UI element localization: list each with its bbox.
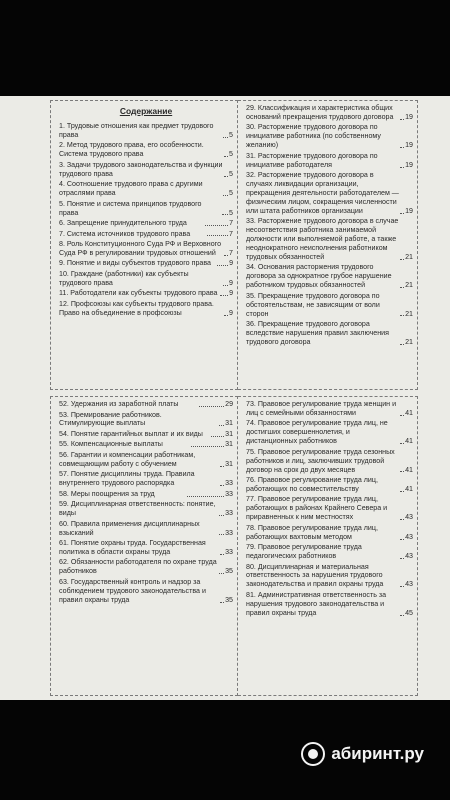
dot-leader: [400, 586, 404, 587]
dot-leader: [219, 515, 224, 516]
toc-entry-title: 79. Правовое регулирование труда педагогических работников: [246, 543, 362, 561]
toc-entry-page: 21: [405, 309, 413, 318]
dot-leader: [219, 573, 224, 574]
toc-entry-page: 33: [225, 547, 233, 556]
book-page: [0, 96, 450, 700]
dot-leader: [400, 259, 404, 260]
toc-panel-bottom-left: [50, 396, 238, 696]
toc-entry: [59, 578, 233, 605]
toc-entry: [59, 520, 233, 538]
toc-entry: [59, 141, 233, 159]
dot-leader: [400, 471, 404, 472]
watermark-text: абиринт.ру: [331, 744, 424, 763]
toc-entry: [59, 289, 233, 298]
toc-entry: [59, 451, 233, 469]
dot-leader: [220, 554, 224, 555]
toc-entry: [59, 300, 233, 318]
toc-entry-title: 74. Правовое регулирование труда лиц, не достигших совершеннолетия, и дистанционных работников: [246, 419, 388, 446]
toc-entry-title: 2. Метод трудового права, его особенности. Система трудового права: [59, 141, 204, 159]
toc-entry-title: 3. Задачи трудового законодательства и функции трудового права: [59, 160, 223, 178]
toc-entry: [59, 490, 233, 499]
toc-entry-title: 76. Правовое регулирование труда лиц, работающих по совместительству: [246, 476, 378, 493]
dot-leader: [224, 156, 228, 157]
toc-entry-page: 19: [405, 206, 413, 215]
dot-leader: [219, 534, 224, 535]
toc-entry: [246, 448, 413, 475]
toc-entry-title: 75. Правовое регулирование труда сезонных работников и лиц, заключивших трудовой договор на срок до двух месяцев: [246, 447, 395, 474]
dot-leader: [400, 539, 404, 540]
toc-entry-title: 9. Понятие и виды субъектов трудового права: [59, 259, 211, 268]
toc-entry: [246, 591, 413, 618]
dot-leader: [224, 176, 228, 177]
toc-entry-page: 21: [405, 337, 413, 346]
toc-entry-page: 35: [225, 567, 233, 576]
toc-entry-page: 5: [229, 208, 233, 217]
toc-entry: [246, 217, 413, 262]
toc-entry-page: 33: [225, 528, 233, 537]
toc-entry-title: 78. Правовое регулирование труда лиц, работающих вахтовым методом: [246, 523, 378, 541]
dot-leader: [222, 214, 228, 215]
toc-entry-page: 35: [225, 595, 233, 604]
toc-entry: [59, 180, 233, 198]
toc-entry: [246, 263, 413, 290]
toc-panel-top-left: [50, 100, 238, 390]
toc-entry-title: 1. Трудовые отношения как предмет трудового права: [59, 122, 214, 139]
toc-entry: [59, 558, 233, 576]
toc-entry: [59, 500, 233, 518]
dot-leader: [220, 485, 224, 486]
toc-entry-page: 31: [225, 459, 233, 468]
toc-panel-bottom-right: [238, 396, 418, 696]
dot-leader: [191, 446, 224, 447]
toc-entry: [246, 320, 413, 347]
toc-list: [59, 122, 233, 318]
dot-leader: [400, 344, 404, 345]
toc-entry-page: 7: [229, 229, 233, 238]
toc-entry-page: 7: [229, 248, 233, 257]
toc-entry-page: 31: [225, 440, 233, 449]
toc-panel-top-right: [238, 100, 418, 390]
dot-leader: [219, 425, 224, 426]
toc-entry-title: 54. Понятие гарантийных выплат и их виды: [59, 429, 203, 438]
toc-entry: [59, 219, 233, 228]
toc-entry-page: 41: [405, 408, 413, 417]
toc-entry: [59, 200, 233, 218]
toc-entry-title: 63. Государственный контроль и надзор за соблюдением трудового законодательства и правил охраны труда: [59, 577, 206, 604]
toc-entry-page: 33: [225, 479, 233, 488]
toc-entry-title: 57. Понятие дисциплины труда. Правила внутреннего трудового распорядка: [59, 470, 195, 488]
toc-entry-page: 33: [225, 509, 233, 518]
toc-entry-title: 56. Гарантии и компенсации работникам, совмещающим работу с обучением: [59, 450, 196, 468]
toc-entry-page: 7: [229, 219, 234, 228]
toc-entry-page: 45: [405, 608, 413, 617]
toc-entry: [59, 161, 233, 179]
toc-entry-title: 73. Правовое регулирование труда женщин и лиц с семейными обязанностями: [246, 400, 397, 417]
toc-entry: [59, 240, 233, 258]
toc-entry-title: 80. Дисциплинарная и материальная ответственность за нарушения трудового законодательства и правил охраны труда: [246, 562, 384, 589]
toc-entry-page: 5: [229, 130, 233, 139]
dot-leader: [220, 295, 228, 296]
toc-entry-page: 21: [405, 252, 413, 261]
dot-leader: [224, 315, 228, 316]
toc-entry: [246, 171, 413, 216]
dot-leader: [217, 265, 228, 266]
dot-leader: [199, 406, 224, 407]
toc-entry-title: 55. Компенсационные выплаты: [59, 440, 163, 449]
toc-entry: [246, 524, 413, 542]
toc-entry-page: 33: [225, 489, 233, 498]
toc-list: [246, 400, 413, 618]
toc-list: [59, 400, 233, 605]
toc-entry: [246, 104, 413, 122]
toc-entry-title: 33. Расторжение трудового договора в случае несоответствия работника занимаемой должности или выполняемой работе, а также неоднократного неисполнения работником трудовых обязанностей: [246, 217, 399, 261]
dot-leader: [400, 415, 404, 416]
toc-entry-title: 6. Запрещение принудительного труда: [59, 219, 187, 228]
toc-entry-page: 5: [229, 189, 233, 198]
toc-entry-title: 61. Понятие охраны труда. Государственная политика в области охраны труда: [59, 539, 206, 556]
toc-entry-title: 53. Премирование работников. Стимулирующие выплаты: [59, 410, 162, 428]
toc-entry-title: 62. Обязанности работодателя по охране труда работников: [59, 558, 217, 576]
toc-entry-title: 60. Правила применения дисциплинарных взысканий: [59, 519, 200, 537]
toc-entry-page: 41: [405, 484, 413, 493]
toc-entry: [246, 543, 413, 561]
labyrinth-logo-icon: [301, 742, 325, 766]
toc-entry-title: 52. Удержания из заработной платы: [59, 400, 179, 408]
toc-entry-title: 58. Меры поощрения за труд: [59, 489, 155, 498]
dot-leader: [400, 615, 404, 616]
dot-leader: [400, 167, 404, 168]
toc-entry-page: 5: [229, 150, 233, 159]
toc-entry-page: 9: [229, 308, 233, 317]
dot-leader: [223, 195, 228, 196]
dot-leader: [224, 255, 228, 256]
toc-entry-page: 9: [229, 278, 233, 287]
watermark: [301, 742, 424, 766]
toc-entry: [59, 270, 233, 288]
toc-entry-page: 19: [405, 112, 413, 121]
toc-entry: [59, 440, 233, 449]
dot-leader: [400, 519, 404, 520]
toc-entry: [59, 230, 233, 239]
toc-entry-title: 7. Система источников трудового права: [59, 229, 191, 238]
toc-entry-page: 9: [229, 259, 234, 268]
toc-entry: [246, 152, 413, 170]
toc-entry-page: 5: [229, 169, 233, 178]
dot-leader: [223, 285, 228, 286]
toc-entry-page: 31: [225, 419, 233, 428]
dot-leader: [400, 147, 404, 148]
toc-entry: [246, 292, 413, 319]
toc-entry-title: 77. Правовое регулирование труда лиц, работающих в районах Крайнего Севера и приравненных к ним местностях: [246, 495, 388, 522]
toc-entry-page: 43: [405, 513, 413, 522]
dot-leader: [400, 287, 404, 288]
toc-entry: [59, 400, 233, 409]
toc-entry: [246, 400, 413, 418]
toc-heading: Содержание: [119, 106, 173, 116]
dot-leader: [400, 315, 404, 316]
dot-leader: [220, 602, 224, 603]
toc-entry: [59, 411, 233, 429]
toc-entry-title: 12. Профсоюзы как субъекты трудового права. Право на объединение в профсоюзы: [59, 299, 214, 317]
toc-entry-title: 34. Основания расторжения трудового договора за однократное грубое нарушение работником трудовых обязанностей: [246, 263, 392, 290]
toc-entry-title: 81. Административная ответственность за нарушения трудового законодательства и правил охраны труда: [246, 590, 387, 617]
toc-entry-title: 32. Расторжение трудового договора в случаях ликвидации организации, прекращения деятельности работодателем — физическим лицом, сокращения численности или штата работников организации: [246, 171, 399, 215]
toc-entry-title: 11. Работодатели как субъекты трудового права: [59, 289, 218, 298]
toc-entry-title: 35. Прекращение трудового договора по обстоятельствам, не зависящим от воли сторон: [246, 291, 380, 318]
toc-entry-page: 43: [405, 552, 413, 561]
dot-leader: [400, 213, 404, 214]
toc-entry: [59, 470, 233, 488]
dot-leader: [400, 443, 404, 444]
dot-leader: [400, 119, 404, 120]
toc-entry-title: 31. Расторжение трудового договора по инициативе работодателя: [246, 151, 378, 169]
toc-entry-page: 29: [225, 400, 234, 408]
toc-entry: [246, 123, 413, 150]
dot-leader: [223, 137, 229, 138]
dot-leader: [400, 491, 404, 492]
toc-list: [246, 104, 413, 347]
toc-entry-page: 43: [405, 532, 413, 541]
toc-entry-page: 31: [225, 429, 234, 438]
toc-entry-page: 19: [405, 160, 413, 169]
dot-leader: [207, 235, 228, 236]
toc-entry-title: 59. Дисциплинарная ответственность: понятие, виды: [59, 500, 216, 518]
toc-entry-title: 5. Понятие и система принципов трудового права: [59, 199, 202, 217]
toc-entry-page: 43: [405, 580, 413, 589]
toc-entry-page: 21: [405, 281, 413, 290]
toc-entry-title: 10. Граждане (работники) как субъекты трудового права: [59, 269, 189, 287]
toc-entry-title: 8. Роль Конституционного Суда РФ и Верховного Суда РФ в регулировании трудовых отношений: [59, 240, 222, 257]
dot-leader: [187, 496, 224, 497]
toc-entry: [59, 259, 233, 268]
toc-entry: [246, 495, 413, 522]
toc-entry: [59, 430, 233, 439]
toc-entry-page: 9: [229, 289, 234, 298]
toc-entry: [59, 122, 233, 140]
toc-entry-page: 41: [405, 437, 413, 446]
dot-leader: [211, 436, 224, 437]
toc-entry: [246, 419, 413, 446]
dot-leader: [400, 558, 404, 559]
toc-entry-title: 29. Классификация и характеристика общих оснований прекращения трудового договора: [246, 104, 394, 121]
toc-entry-title: 4. Соотношение трудового права с другими отраслями права: [59, 180, 203, 198]
toc-entry-title: 30. Расторжение трудового договора по инициативе работника (по собственному желанию): [246, 123, 381, 150]
toc-entry-page: 19: [405, 141, 413, 150]
toc-entry: [246, 563, 413, 590]
dot-leader: [220, 466, 224, 467]
toc-entry-title: 36. Прекращение трудового договора вследствие нарушения правил заключения трудового договора: [246, 320, 389, 346]
dot-leader: [205, 225, 228, 226]
toc-entry: [246, 476, 413, 494]
toc-entry: [59, 539, 233, 557]
toc-entry-page: 41: [405, 465, 413, 474]
